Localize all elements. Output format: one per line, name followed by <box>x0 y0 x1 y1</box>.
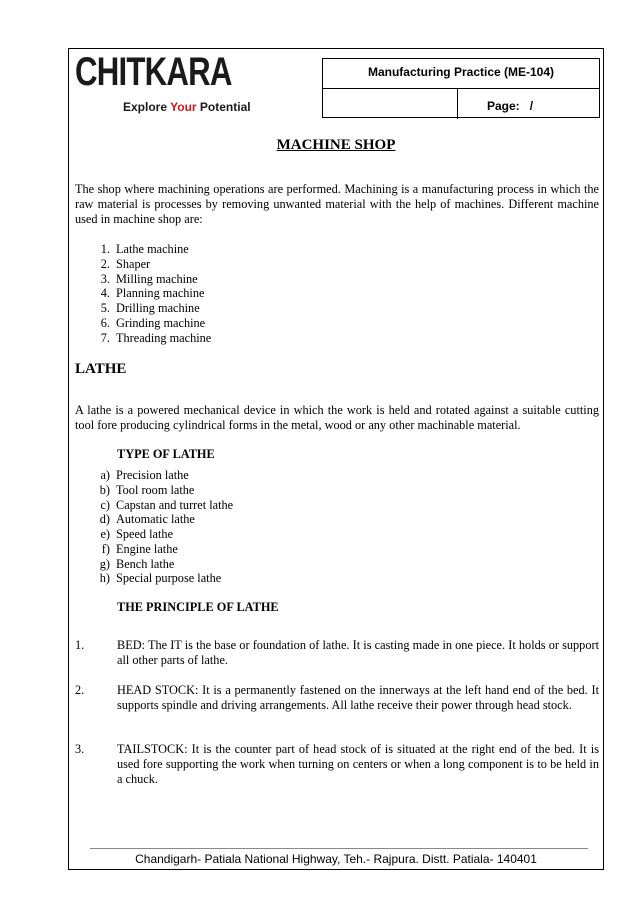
lathe-heading: LATHE <box>75 361 127 377</box>
list-item-text: Special purpose lathe <box>116 571 222 586</box>
principle-text: BED: The IT is the base or foundation of lathe. It is casting made in one piece. It holds or support all other parts of lathe. <box>117 638 599 667</box>
intro-paragraph: The shop where machining operations are performed. Machining is a manufacturing process in which the raw material is processes by removing unwanted material with the help of machines. Different machine used in machine shop are: <box>75 182 599 226</box>
list-item-text: Shaper <box>116 256 151 271</box>
list-item-text: Engine lathe <box>116 541 178 556</box>
footer-rule <box>90 848 588 849</box>
list-marker: f) <box>101 541 110 556</box>
page-value: / <box>529 99 534 113</box>
lathe-types-list <box>75 468 233 586</box>
list-marker: g) <box>99 556 110 571</box>
lathe-intro-paragraph: A lathe is a powered mechanical device in which the work is held and rotated against a suitable cutting tool fore producing cylindrical forms in the metal, wood or any other machinable material. <box>75 403 599 432</box>
list-item-text: Drilling machine <box>116 301 200 315</box>
list-item <box>75 571 233 586</box>
list-item <box>75 542 233 557</box>
list-item <box>75 483 233 498</box>
principle-text: TAILSTOCK: It is the counter part of head stock of is situated at the right end of the bed. It is used fore supporting the work when turning on centers or when a long component is to be held in a chuck. <box>117 742 599 786</box>
list-marker: 1. <box>100 242 110 256</box>
list-item-text: Planning machine <box>116 286 205 301</box>
principle-number: 3. <box>75 742 85 756</box>
tagline-pre: Explore <box>123 100 171 114</box>
principle-number: 2. <box>75 683 85 697</box>
logo-tagline <box>123 100 251 114</box>
list-item <box>75 301 211 316</box>
list-item <box>75 557 233 572</box>
list-item-text: Lathe machine <box>116 242 189 256</box>
list-marker: 6. <box>100 315 110 330</box>
principle-text: HEAD STOCK: It is a permanently fastened on the innerways at the left hand end of the bed. It supports spindle and driving arrangements. All lathe receive their power through head stock. <box>117 683 599 712</box>
list-item <box>75 498 233 513</box>
list-item-text: Tool room lathe <box>116 482 195 497</box>
tagline-post: Potential <box>196 100 251 114</box>
list-item-text: Speed lathe <box>116 527 174 541</box>
list-item-text: Milling machine <box>116 271 198 286</box>
list-marker: b) <box>99 482 110 497</box>
principle-item-bed <box>75 638 599 668</box>
list-marker: c) <box>100 497 110 512</box>
page-label: Page: <box>487 99 520 113</box>
list-item-text: Precision lathe <box>116 468 189 482</box>
page-indicator <box>487 99 533 113</box>
footer-address: Chandigarh- Patiala National Highway, Teh.- Rajpura. Distt. Patiala- 140401 <box>135 852 537 866</box>
list-item-text: Threading machine <box>116 330 212 345</box>
principle-number: 1. <box>75 638 85 652</box>
principle-item-tailstock <box>75 742 599 787</box>
list-item <box>75 242 211 257</box>
list-item <box>75 272 211 287</box>
list-item <box>75 512 233 527</box>
list-item <box>75 257 211 272</box>
list-item-text: Capstan and turret lathe <box>116 497 234 512</box>
header-divider <box>457 89 458 119</box>
list-item <box>75 468 233 483</box>
list-item <box>75 527 233 542</box>
list-marker: 7. <box>100 330 110 345</box>
list-marker: h) <box>99 571 110 586</box>
tagline-accent: Your <box>170 100 197 114</box>
page-title: MACHINE SHOP <box>276 137 396 153</box>
list-item <box>75 286 211 301</box>
principle-item-head-stock <box>75 683 599 713</box>
list-item-text: Automatic lathe <box>116 512 195 527</box>
header-bottom-row <box>323 89 599 119</box>
list-marker: 5. <box>100 301 110 315</box>
list-marker: 3. <box>100 271 110 286</box>
list-item-text: Grinding machine <box>116 315 206 330</box>
list-marker: d) <box>99 512 110 527</box>
logo-wordmark: CHITKARA <box>75 50 232 94</box>
course-title: Manufacturing Practice (ME-104) <box>323 59 599 89</box>
list-marker: 2. <box>100 256 110 271</box>
list-marker: a) <box>100 468 110 482</box>
list-item <box>75 331 211 346</box>
header-info-box <box>322 58 600 118</box>
principle-heading: THE PRINCIPLE OF LATHE <box>117 600 279 614</box>
list-marker: e) <box>100 527 110 541</box>
chitkara-logo <box>75 50 276 114</box>
list-item <box>75 316 211 331</box>
list-item-text: Bench lathe <box>116 556 175 571</box>
list-marker: 4. <box>100 286 110 301</box>
machine-list <box>75 242 211 345</box>
types-heading: TYPE OF LATHE <box>117 447 215 461</box>
